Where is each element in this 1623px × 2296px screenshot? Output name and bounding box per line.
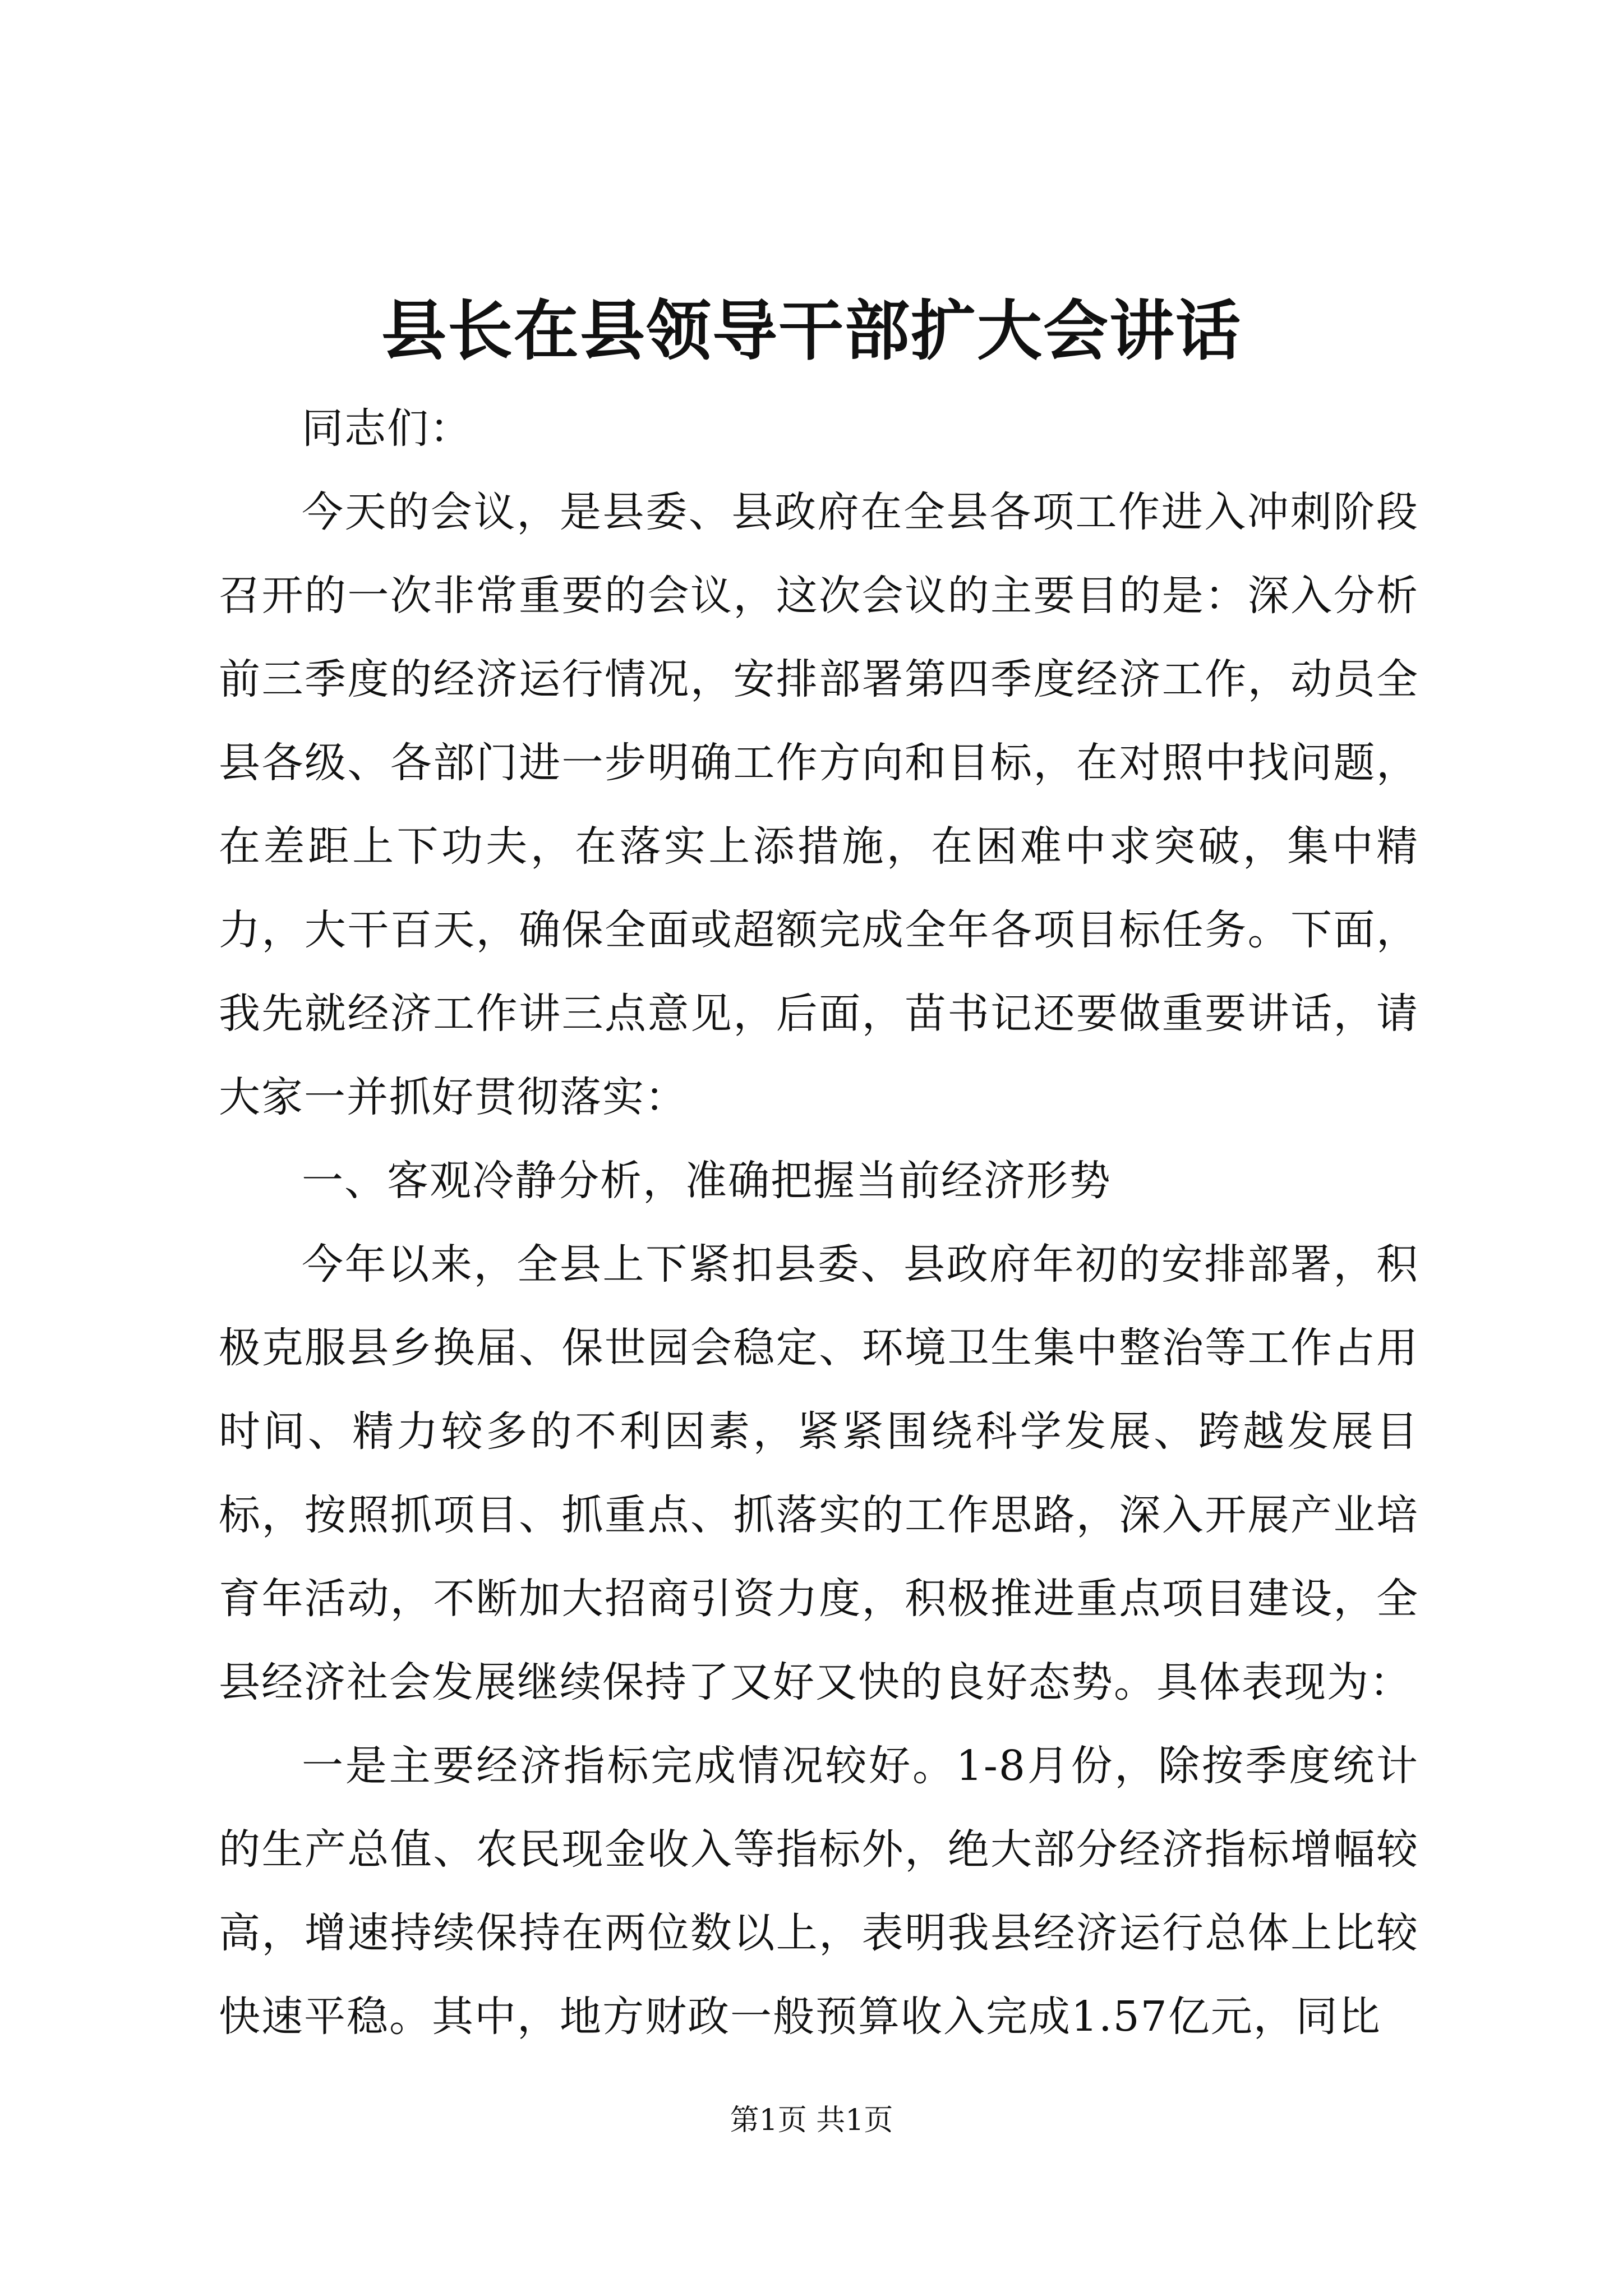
page-number-footer: 第1页 共1页 [730, 2104, 893, 2137]
paragraph-intro: 今天的会议，是县委、县政府在全县各项工作进入冲刺阶段召开的一次非常重要的会议，这次会议的主要目的是：深入分析前三季度的经济运行情况，安排部署第四季度经济工作，动员全县各级、各部门进一步明确工作方向和目标，在对照中找问题，在差距上下功夫，在落实上添措施，在困难中求突破，集中精力，大干百天，确保全面或超额完成全年各项目标任务。下面，我先就经济工作讲三点意见，后面，苗书记还要做重要讲话，请大家一并抓好贯彻落实： [219, 488, 1419, 1121]
section-heading: 一、客观冷静分析，准确把握当前经济形势 [302, 1157, 1112, 1205]
document-title: 县长在县领导干部扩大会讲话 [381, 293, 1242, 369]
paragraph-overview: 今年以来，全县上下紧扣县委、县政府年初的安排部署，积极克服县乡换届、保世园会稳定、环境卫生集中整治等工作占用时间、精力较多的不利因素，紧紧围绕科学发展、跨越发展目标，按照抓项目、抓重点、抓落实的工作思路，深入开展产业培育年活动，不断加大招商引资力度，积极推进重点项目建设，全县经济社会发展继续保持了又好又快的良好态势。具体表现为： [219, 1240, 1419, 1706]
paragraph-salutation: 同志们： [302, 404, 472, 453]
paragraph-indicators: 一是主要经济指标完成情况较好。1-8月份，除按季度统计的生产总值、农民现金收入等指标外，绝大部分经济指标增幅较高，增速持续保持在两位数以上，表明我县经济运行总体上比较快速平稳。其中，地方财政一般预算收入完成1.57亿元，同比 [219, 1742, 1419, 2041]
document-body [219, 387, 1419, 2059]
